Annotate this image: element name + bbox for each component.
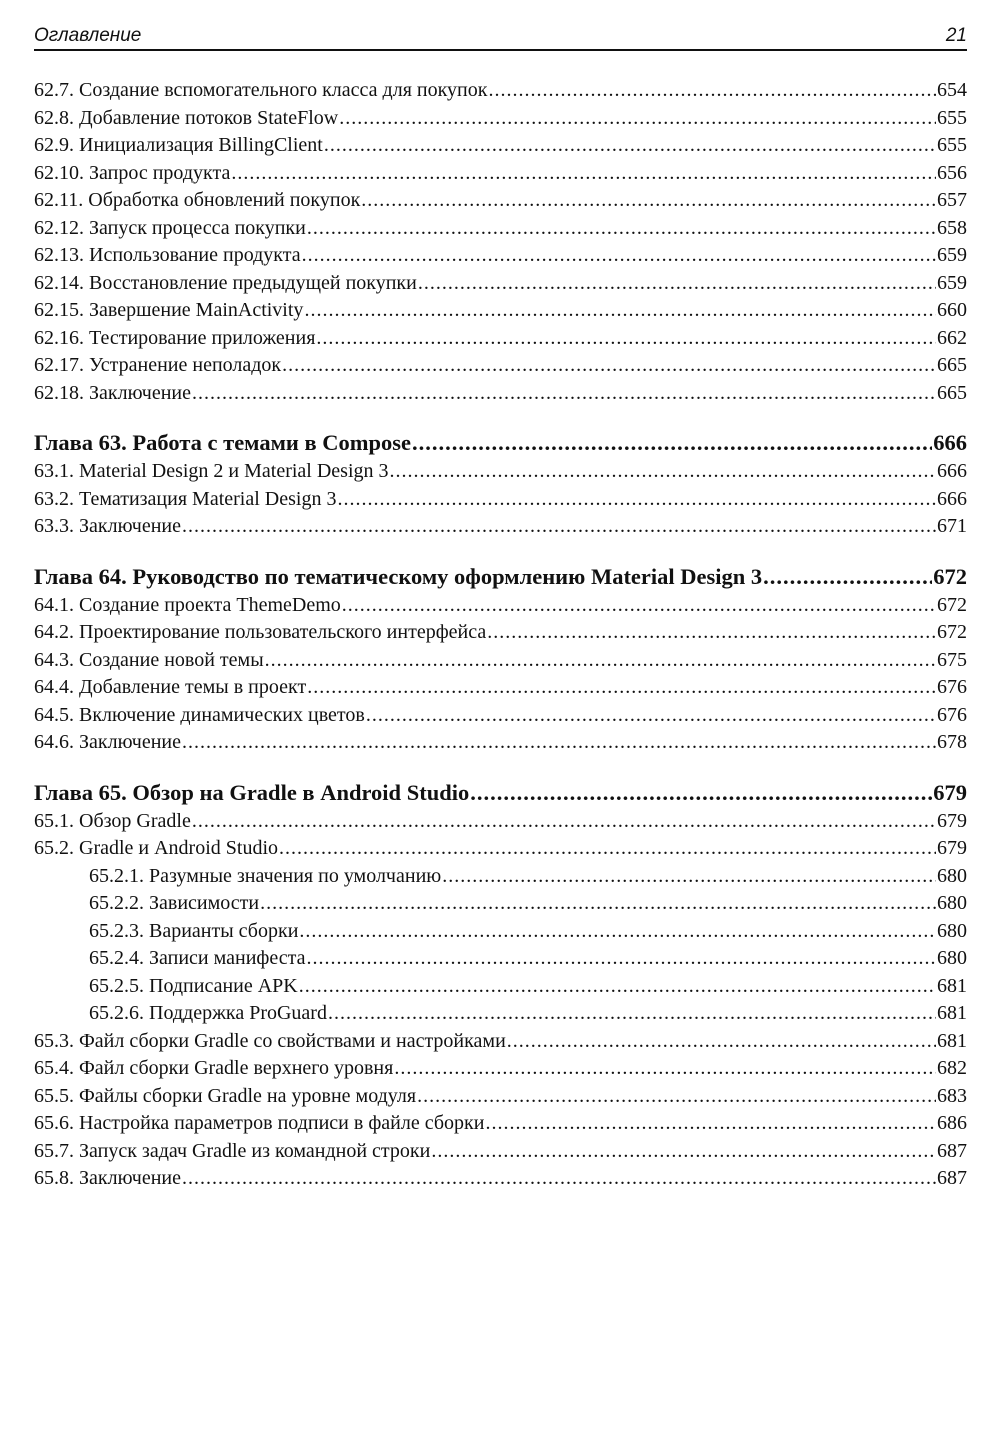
dot-leader: [394, 1055, 936, 1083]
toc-entry[interactable]: [34, 619, 967, 647]
toc-chapter-title: Глава 64. Руководство по тематическому оформлению Material Design 3: [34, 563, 763, 589]
toc-entry-page: 687: [937, 1139, 967, 1162]
toc-subentry[interactable]: [34, 918, 967, 946]
dot-leader: [337, 486, 936, 514]
toc-entry[interactable]: [34, 105, 967, 133]
toc-entry-title: 62.7. Создание вспомогательного класса для покупок: [34, 79, 488, 101]
dot-leader: [361, 187, 936, 215]
toc-subentry-page: 680: [937, 947, 967, 969]
toc-subentry-page: 680: [937, 892, 967, 914]
dot-leader: [442, 863, 936, 891]
toc-entry-page: 658: [937, 216, 967, 239]
toc-entry-title: 64.4. Добавление темы в проект: [34, 676, 307, 698]
toc-entry-page: 666: [937, 487, 967, 510]
toc-entry-page: 675: [937, 648, 967, 671]
toc-subentry[interactable]: [34, 890, 967, 918]
dot-leader: [182, 729, 936, 757]
toc-entry-title: 63.3. Заключение: [34, 515, 181, 537]
toc-entry-title: 62.17. Устранение неполадок: [34, 354, 282, 376]
toc-entry-title: 65.3. Файл сборки Gradle со свойствами и настройками: [34, 1029, 506, 1052]
toc-entry-page: 682: [937, 1057, 967, 1079]
dot-leader: [763, 561, 932, 592]
dot-leader: [412, 427, 932, 458]
toc-entry-title: 62.12. Запуск процесса покупки: [34, 216, 306, 239]
toc-section: [34, 77, 967, 407]
toc-entry-title: 63.2. Тематизация Material Design 3: [34, 487, 337, 510]
toc-entry-page: 655: [937, 134, 967, 156]
toc-entry-title: 62.13. Использование продукта: [34, 244, 301, 266]
toc-entry[interactable]: [34, 380, 967, 408]
toc-entry[interactable]: [34, 674, 967, 702]
toc-chapter-title: Глава 63. Работа с темами в Compose: [34, 430, 412, 455]
toc-section: [34, 427, 967, 541]
toc-entry-title: 65.6. Настройка параметров подписи в файле сборки: [34, 1112, 485, 1134]
toc-chapter-title: Глава 65. Обзор на Gradle в Android Studio: [34, 779, 470, 805]
toc-subentry-title: 65.2.6. Поддержка ProGuard: [89, 1002, 327, 1024]
toc-entry[interactable]: [34, 729, 967, 757]
dot-leader: [231, 160, 936, 188]
toc-entry[interactable]: [34, 458, 967, 486]
toc-entry[interactable]: [34, 187, 967, 215]
toc-subentry-title: 65.2.3. Варианты сборки: [89, 919, 299, 942]
toc-entry-page: 655: [937, 106, 967, 129]
dot-leader: [282, 352, 936, 380]
toc-entry-title: 64.3. Создание новой темы: [34, 648, 264, 671]
dot-leader: [342, 592, 936, 620]
toc-entry-page: 660: [937, 299, 967, 321]
toc-entry-title: 62.14. Восстановление предыдущей покупки: [34, 271, 417, 294]
dot-leader: [260, 890, 936, 918]
dot-leader: [182, 513, 936, 541]
toc-entry-title: 65.7. Запуск задач Gradle из командной строки: [34, 1139, 431, 1162]
toc-entry[interactable]: [34, 486, 967, 514]
toc-entry[interactable]: [34, 215, 967, 243]
toc-subentry-title: 65.2.4. Записи манифеста: [89, 947, 306, 969]
toc-entry-page: 678: [937, 731, 967, 753]
dot-leader: [279, 835, 936, 863]
toc-entry-title: 65.1. Обзор Gradle: [34, 809, 191, 832]
toc-entry[interactable]: [34, 1055, 967, 1083]
dot-leader: [304, 297, 936, 325]
toc-entry-page: 683: [937, 1084, 967, 1107]
toc-entry[interactable]: [34, 702, 967, 730]
toc-subentry[interactable]: [34, 863, 967, 891]
dot-leader: [192, 380, 936, 408]
toc-entry[interactable]: [34, 1110, 967, 1138]
toc-entry-title: 62.9. Инициализация BillingClient: [34, 134, 323, 156]
toc-entry-page: 659: [937, 244, 967, 266]
toc-entry-title: 62.10. Запрос продукта: [34, 161, 231, 184]
toc-chapter-page: 672: [933, 563, 967, 589]
toc-chapter[interactable]: [34, 777, 967, 808]
dot-leader: [307, 945, 937, 973]
toc-entry-title: 64.2. Проектирование пользовательского интерфейса: [34, 621, 487, 643]
table-of-contents: [34, 77, 967, 1213]
dot-leader: [302, 242, 936, 270]
toc-entry-title: 64.1. Создание проекта ThemeDemo: [34, 593, 341, 616]
toc-entry-page: 676: [937, 703, 967, 726]
dot-leader: [507, 1028, 936, 1056]
toc-entry-title: 62.8. Добавление потоков StateFlow: [34, 106, 339, 129]
toc-entry-page: 656: [937, 161, 967, 184]
toc-chapter-page: 679: [933, 779, 967, 805]
dot-leader: [418, 270, 936, 298]
toc-entry-page: 665: [937, 381, 967, 404]
toc-entry-page: 672: [937, 593, 967, 616]
toc-chapter-page: 666: [933, 430, 967, 455]
toc-entry-title: 65.8. Заключение: [34, 1167, 181, 1189]
toc-entry-page: 676: [937, 676, 967, 698]
toc-entry[interactable]: [34, 132, 967, 160]
toc-subentry[interactable]: [34, 1000, 967, 1028]
dot-leader: [390, 458, 936, 486]
toc-entry-title: 64.6. Заключение: [34, 731, 181, 753]
dot-leader: [307, 674, 936, 702]
running-title: Оглавление: [34, 25, 142, 46]
toc-entry[interactable]: [34, 297, 967, 325]
dot-leader: [431, 1138, 936, 1166]
toc-entry-page: 687: [937, 1167, 967, 1189]
dot-leader: [339, 105, 936, 133]
dot-leader: [366, 702, 936, 730]
dot-leader: [470, 777, 932, 808]
dot-leader: [182, 1165, 936, 1193]
toc-entry-page: 665: [937, 354, 967, 376]
page-number: 21: [945, 25, 967, 46]
toc-entry-page: 654: [937, 79, 967, 101]
toc-section: [34, 777, 967, 1193]
toc-subentry-page: 680: [937, 864, 967, 887]
toc-entry[interactable]: [34, 647, 967, 675]
toc-entry-page: 662: [937, 326, 967, 349]
toc-entry-title: 65.4. Файл сборки Gradle верхнего уровня: [34, 1057, 394, 1079]
toc-entry-page: 671: [937, 515, 967, 537]
page-header: [34, 22, 967, 51]
toc-entry[interactable]: [34, 1083, 967, 1111]
toc-entry[interactable]: [34, 1028, 967, 1056]
toc-entry-title: 65.5. Файлы сборки Gradle на уровне модуля: [34, 1084, 417, 1107]
toc-entry-page: 681: [937, 1029, 967, 1052]
toc-subentry-title: 65.2.1. Разумные значения по умолчанию: [89, 864, 442, 887]
toc-entry[interactable]: [34, 325, 967, 353]
dot-leader: [299, 973, 936, 1001]
dot-leader: [192, 808, 936, 836]
toc-entry[interactable]: [34, 835, 967, 863]
toc-entry-title: 62.18. Заключение: [34, 381, 191, 404]
toc-entry[interactable]: [34, 270, 967, 298]
toc-entry[interactable]: [34, 1138, 967, 1166]
dot-leader: [488, 77, 936, 105]
toc-entry[interactable]: [34, 1165, 967, 1193]
toc-entry-title: 62.16. Тестирование приложения: [34, 326, 316, 349]
dot-leader: [485, 1110, 936, 1138]
toc-entry-page: 679: [937, 809, 967, 832]
toc-entry-page: 657: [937, 189, 967, 211]
dot-leader: [328, 1000, 936, 1028]
dot-leader: [316, 325, 936, 353]
toc-entry[interactable]: [34, 808, 967, 836]
toc-entry[interactable]: [34, 513, 967, 541]
toc-entry-page: 679: [937, 837, 967, 859]
toc-entry[interactable]: [34, 242, 967, 270]
toc-entry-title: 62.15. Завершение MainActivity: [34, 299, 304, 321]
toc-entry-title: 62.11. Обработка обновлений покупок: [34, 189, 361, 211]
toc-subentry-page: 680: [937, 919, 967, 942]
dot-leader: [307, 215, 936, 243]
toc-entry-title: 65.2. Gradle и Android Studio: [34, 837, 279, 859]
toc-entry-page: 672: [937, 621, 967, 643]
toc-subentry[interactable]: [34, 973, 967, 1001]
dot-leader: [324, 132, 936, 160]
dot-leader: [487, 619, 936, 647]
toc-entry[interactable]: [34, 352, 967, 380]
toc-chapter[interactable]: [34, 561, 967, 592]
toc-entry[interactable]: [34, 77, 967, 105]
toc-subentry-title: 65.2.5. Подписание APK: [89, 974, 298, 997]
toc-subentry[interactable]: [34, 945, 967, 973]
toc-entry[interactable]: [34, 160, 967, 188]
toc-entry[interactable]: [34, 592, 967, 620]
toc-entry-page: 659: [937, 271, 967, 294]
toc-subentry-page: 681: [937, 1002, 967, 1024]
dot-leader: [299, 918, 936, 946]
toc-entry-page: 686: [937, 1112, 967, 1134]
toc-entry-title: 63.1. Material Design 2 и Material Design 3: [34, 460, 389, 482]
toc-entry-title: 64.5. Включение динамических цветов: [34, 703, 365, 726]
toc-subentry-title: 65.2.2. Зависимости: [89, 892, 260, 914]
toc-entry-page: 666: [937, 460, 967, 482]
dot-leader: [265, 647, 936, 675]
toc-subentry-page: 681: [937, 974, 967, 997]
toc-chapter[interactable]: [34, 427, 967, 458]
toc-section: [34, 561, 967, 757]
dot-leader: [417, 1083, 936, 1111]
